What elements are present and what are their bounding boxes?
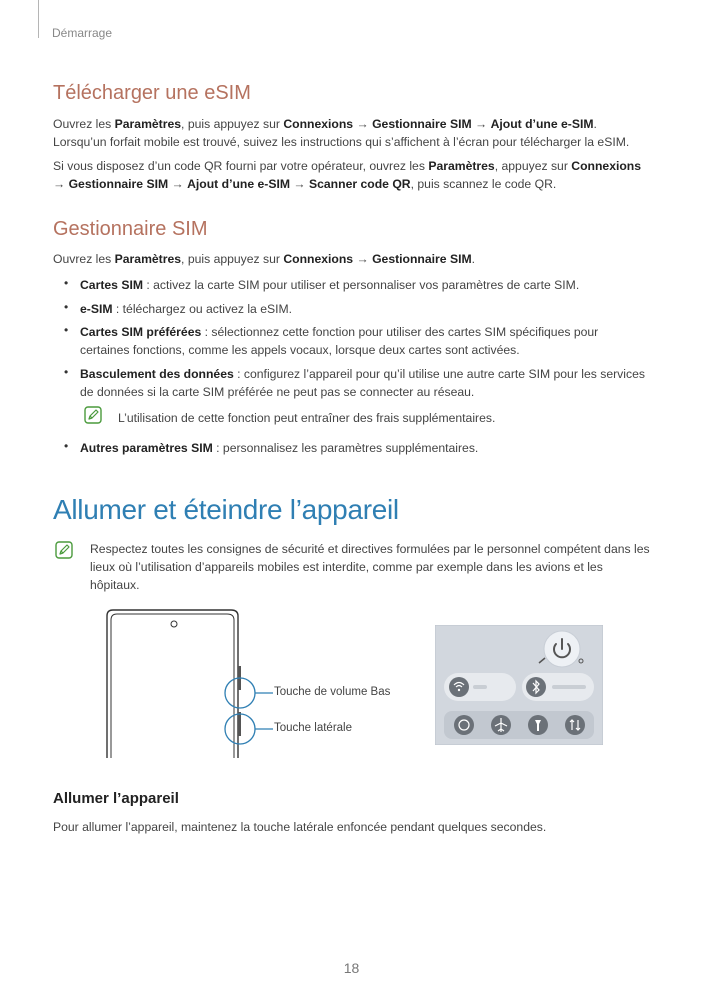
airplane-icon [491, 715, 511, 735]
list-item-other-settings: Autres paramètres SIM : personnalisez les paramètres supplémentaires. [80, 441, 479, 455]
ui-term: Paramètres [114, 252, 182, 266]
ui-term: Connexions [283, 117, 354, 131]
bullet-marker: • [64, 323, 69, 337]
list-item-preferred-sim: Cartes SIM préférées : sélectionnez cette fonction pour utiliser des cartes SIM spécifiques pour certaines fonctions, comme les appels vocaux, lorsque deux cartes sont activées. [80, 325, 599, 357]
list-item-esim: e-SIM : téléchargez ou activez la eSIM. [80, 302, 293, 316]
esim-section-title: Télécharger une eSIM [53, 82, 251, 104]
note-icon [55, 541, 73, 559]
header-rule [38, 0, 39, 38]
ui-term: Gestionnaire SIM [372, 252, 472, 266]
bluetooth-icon [526, 677, 546, 697]
bullet-marker: • [64, 276, 69, 290]
list-item-sim-cards: Cartes SIM : activez la carte SIM pour utiliser et personnaliser vos paramètres de carte SIM. [80, 278, 580, 292]
ui-term: Gestionnaire SIM [372, 117, 472, 131]
ui-term: Connexions [571, 159, 642, 173]
sim-manager-intro: Ouvrez les Paramètres, puis appuyez sur Connexions → Gestionnaire SIM. [53, 252, 476, 266]
rotate-icon [454, 715, 474, 735]
flashlight-icon [528, 715, 548, 735]
data-transfer-icon [565, 715, 585, 735]
bullet-marker: • [64, 300, 69, 314]
ui-term: Ajout d’une e-SIM [187, 177, 291, 191]
ui-term: Paramètres [428, 159, 495, 173]
note-icon [84, 406, 102, 424]
ui-term: Gestionnaire SIM [68, 177, 169, 191]
chapter-title: Allumer et éteindre l’appareil [53, 494, 399, 525]
ui-term: Paramètres [114, 117, 182, 131]
ui-term: Connexions [283, 252, 354, 266]
esim-paragraph-1: Ouvrez les Paramètres, puis appuyez sur Connexions → Gestionnaire SIM → Ajout d’une e-SIM. Lorsqu’un forfait mobile est trouvé, suivez les instructions qui s’affichent à l’écran pour télécharger la eSIM. [53, 117, 630, 149]
ui-term: Scanner code QR [309, 177, 411, 191]
list-item-data-switching: Basculement des données : configurez l’appareil pour qu’il utilise une autre carte SIM pour les services de données si la carte SIM préférée ne peut pas se connecter au réseau. [80, 367, 645, 399]
wifi-icon [449, 677, 469, 697]
ui-term: Basculement des données [80, 367, 234, 381]
device-illustration [95, 608, 395, 758]
safety-note-text: Respectez toutes les consignes de sécurité et directives formulées par le personnel compétent dans les lieux où l’utilisation d’appareils mobiles est interdite, comme par exemple dans les avions et les hôpitaux. [90, 542, 650, 592]
sim-manager-section-title: Gestionnaire SIM [53, 218, 208, 240]
side-key-label: Touche latérale [274, 722, 352, 734]
chapter-label: Démarrage [52, 26, 113, 40]
power-on-body: Pour allumer l’appareil, maintenez la touche latérale enfoncée pendant quelques secondes. [53, 820, 547, 834]
page-number: 18 [343, 960, 360, 976]
sim-note-text: L’utilisation de cette fonction peut entraîner des frais supplémentaires. [118, 411, 496, 425]
esim-paragraph-2: Si vous disposez d’un code QR fourni par votre opérateur, ouvrez les Paramètres, appuyez sur Connexions → Gestionnaire SIM → Ajout d’une e-SIM → Scanner code QR, puis scannez le code QR. [53, 159, 642, 191]
ui-term: Cartes SIM [80, 278, 143, 292]
quick-panel-illustration [435, 625, 603, 745]
ui-term: Autres paramètres SIM [80, 441, 213, 455]
volume-down-label: Touche de volume Bas [274, 686, 391, 698]
bullet-marker: • [64, 365, 69, 379]
ui-term: Cartes SIM préférées [80, 325, 202, 339]
power-on-subtitle: Allumer l’appareil [53, 790, 179, 807]
ui-term: e-SIM [80, 302, 113, 316]
side-key [238, 712, 241, 736]
ui-term: Ajout d’une e-SIM [490, 117, 594, 131]
bullet-marker: • [64, 439, 69, 453]
